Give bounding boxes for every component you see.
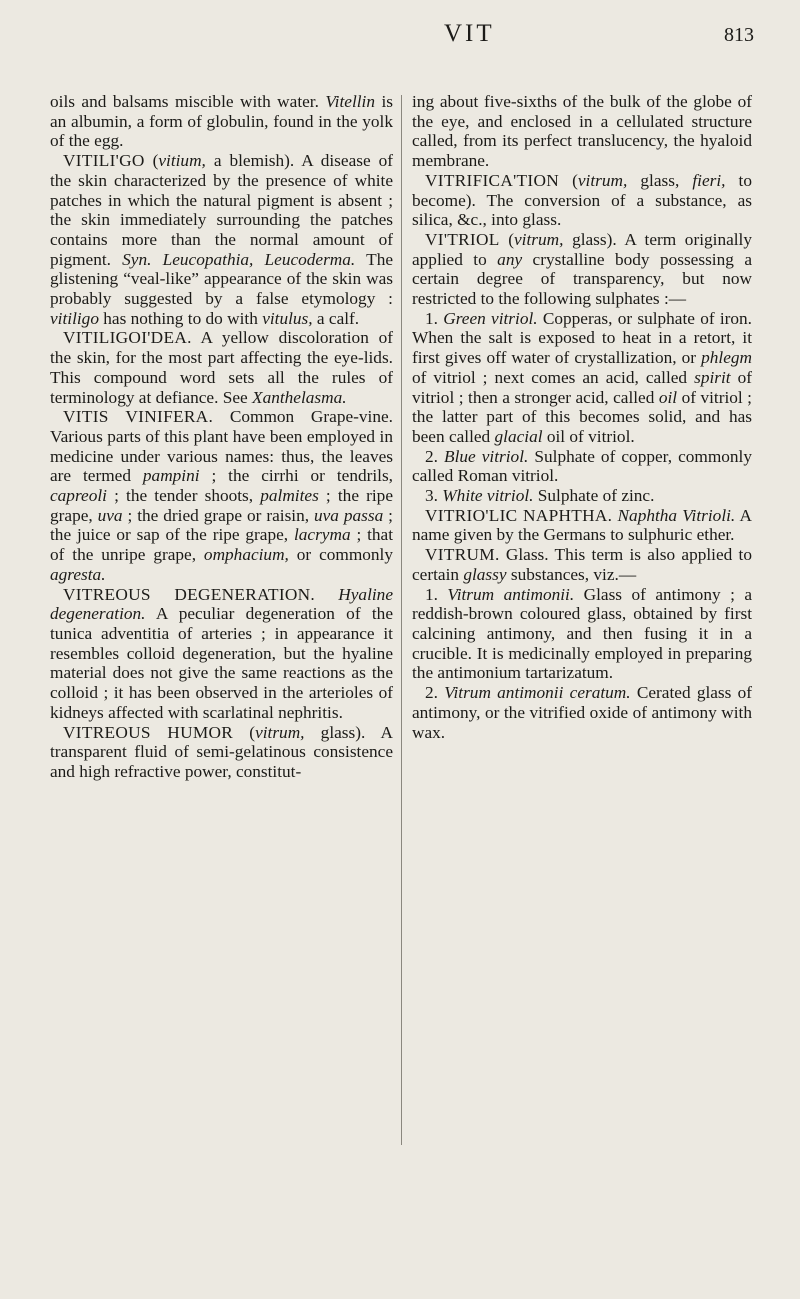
headword: VI'TRIOL [425,229,500,249]
headword: VITRIO'LIC NAPHTHA. [425,505,613,525]
page-number: 813 [724,24,754,46]
subentry-green-vitriol: 1. Green vitriol. Copperas, or sulphate of iron. When the salt is exposed to heat in a retort, it first gives off water of crystallization, or phlegm of vitriol ; next comes an acid, called spirit of vitriol ; then a stronger acid, called oil of vitriol ; the latter part of this becomes solid, and has been called glacial oil of vitriol. [412,308,752,446]
subentry-vitrum-antimonii: 1. Vitrum antimonii. Glass of antimony ; a reddish-brown coloured glass, obtained by first calcining antimony, and then fusing it in a crucible. It is medicinally employed in preparing the antimonium tartarizatum. [412,584,752,683]
entry-vitreous-humor-continued: ing about five-sixths of the bulk of the globe of the eye, and enclosed in a cellulated structure called, from its perfect translucency, the hyaloid membrane. [412,92,752,171]
entry-vitriol: VI'TRIOL (vitrum, glass). A term originally applied to any crystalline body possessing a certain degree of transparency, but now restricted to the following sulphates :— [412,229,752,309]
column-divider [401,95,402,1145]
headword: VITREOUS HUMOR [63,722,234,742]
page-header [0,20,800,60]
headword: VITIS VINIFERA. [63,407,214,427]
entry-vitreous-degeneration: VITREOUS DEGENERATION. Hyaline degeneration. A peculiar degeneration of the tunica adventitia of arteries ; in appearance it resembles colloid degeneration, but the hyaline material does not give the same reactions as the colloid ; it has been observed in the arterioles of kidneys affected with scarlatinal nephritis. [50,584,393,722]
headword: VITILI'GO [63,151,145,171]
entry-vitellin-continued: oils and balsams miscible with water. Vitellin is an albumin, a form of globulin, found in the yolk of the egg. [50,92,393,151]
subentry-blue-vitriol: 2. Blue vitriol. Sulphate of copper, commonly called Roman vitriol. [412,446,753,486]
entry-vitiligoidea: VITILIGOI'DEA. A yellow discoloration of the skin, for the most part affecting the eye-lids. This compound word sets all the rules of terminology at defiance. See Xanthelasma. [50,328,393,407]
headword: VITILIGOI'DEA. [63,328,192,348]
headword: VITREOUS DEGENERATION. [63,584,316,604]
entry-vitreous-humor: VITREOUS HUMOR (vitrum, glass). A transparent fluid of semi-gelatinous consistence and high refractive power, constitut- [50,722,393,781]
entry-vitriolic-naphtha: VITRIO'LIC NAPHTHA. Naphtha Vitrioli. A name given by the Germans to sulphuric ether. [412,505,752,545]
entry-vitiligo: VITILI'GO (vitium, a blemish). A disease of the skin characterized by the presence of white patches in which the natural pigment is absent ; the skin immediately surrounding the patches contains more than the normal amount of pigment. Syn. Leucopathia, Leucoderma. The glistening “veal-like” appearance of the skin was probably suggested by a false etymology : vitiligo has nothing to do with vitulus, a calf. [50,151,393,328]
entry-vitis-vinifera: VITIS VINIFERA. Common Grape-vine. Various parts of this plant have been employed in medicine under various names: thus, the leaves are termed pampini ; the cirrhi or tendrils, capreoli ; the tender shoots, palmites ; the ripe grape, uva ; the dried grape or raisin, uva passa ; the juice or sap of the ripe grape, lacryma ; that of the unripe grape, omphacium, or commonly agresta. [50,407,393,584]
headword: VITRIFICA'TION [425,170,560,190]
left-column [50,92,393,782]
subentry-vitrum-antimonii-ceratum: 2. Vitrum antimonii ceratum. Cerated glass of antimony, or the vitrified oxide of antimony with wax. [412,683,753,742]
subentry-white-vitriol: 3. White vitriol. Sulphate of zinc. [425,486,655,506]
right-column [412,92,752,742]
headword: VITRUM. [425,545,500,565]
running-head: VIT [444,20,495,47]
entry-vitrification: VITRIFICA'TION (vitrum, glass, fieri, to become). The conversion of a substance, as silica, &c., into glass. [412,170,753,230]
entry-vitrum: VITRUM. Glass. This term is also applied to certain glassy substances, viz.— [412,545,752,584]
